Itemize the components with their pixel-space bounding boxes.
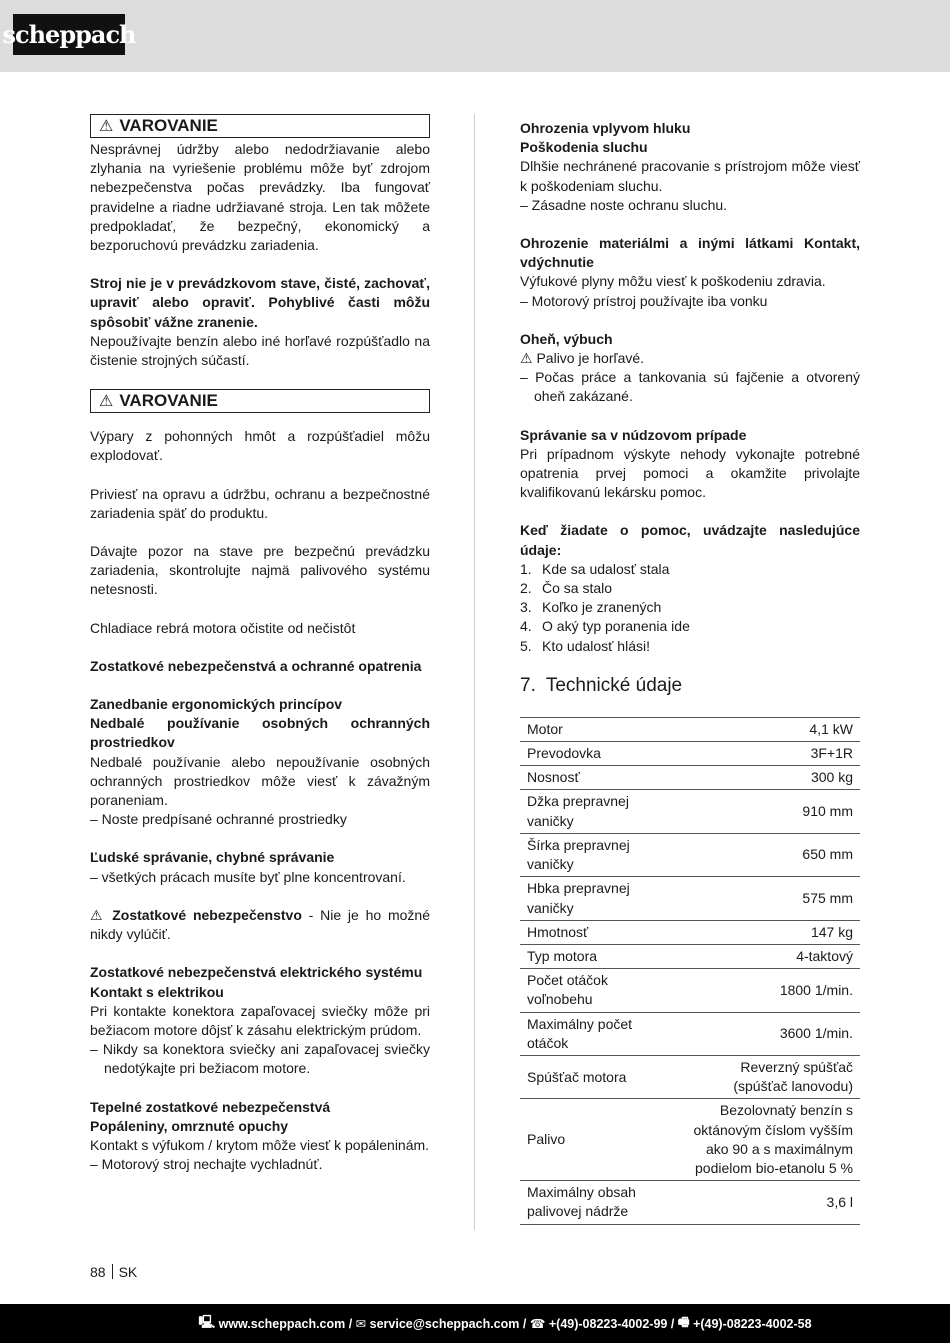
warning-triangle-icon: ⚠ <box>99 118 114 135</box>
right-column <box>520 114 860 1225</box>
table-row: Typ motora 4-taktový <box>520 944 860 968</box>
email-link[interactable]: service@scheppach.com <box>369 1316 520 1331</box>
warning-triangle-icon: ⚠ <box>99 393 114 411</box>
subheading: Popáleniny, omrznuté opuchy <box>90 1117 289 1134</box>
list-item: 3. Koľko je zranených <box>520 599 662 616</box>
table-row: Šírka prepravnej vaničky 650 mm <box>520 833 860 876</box>
help-info-list <box>520 560 860 656</box>
subheading: Keď žiadate o pomoc, uvádzajte nasledujúce údaje: <box>520 522 860 558</box>
subheading: Správanie sa v núdzovom prípade <box>520 426 747 443</box>
email-icon: ✉ <box>355 1317 370 1331</box>
subheading: Zostatkové nebezpečenstvá elektrického systému <box>90 964 423 981</box>
spec-table <box>520 717 860 1225</box>
list-item: 1. Kde sa udalosť stala <box>520 560 670 577</box>
subheading: Ohrozenie materiálmi a inými látkami Kontakt, vdýchnutie <box>520 235 860 271</box>
warning-title: VAROVANIE <box>119 116 218 135</box>
website-link[interactable]: www.scheppach.com <box>218 1316 346 1331</box>
paragraph: Nedbalé používanie alebo nepoužívanie osobných ochranných prostriedkov môže viesť k závažným poraneniam. <box>90 753 430 809</box>
dash-item: – Nikdy sa konektora sviečky ani zapaľovacej sviečky nedotýkajte pri bežiacom motore. <box>90 1041 430 1077</box>
dash-item: – Noste predpísané ochranné prostriedky <box>90 811 347 828</box>
residual-danger-note: ⚠ Zostatkové nebezpečenstvo - Nie je ho možné nikdy vylúčiť. <box>90 906 430 943</box>
phone-number: +(49)-08223-4002-99 <box>548 1316 668 1331</box>
subheading: Poškodenia sluchu <box>520 139 648 156</box>
paragraph: Nepoužívajte benzín alebo iné horľavé rozpúšťadlo na čistenie strojných súčastí. <box>90 332 430 369</box>
warning-triangle-icon: ⚠ <box>520 350 537 367</box>
list-item: 5. Kto udalosť hlási! <box>520 637 650 654</box>
scheppach-logo: scheppach <box>13 14 125 55</box>
table-row: Nosnosť 300 kg <box>520 766 860 790</box>
paragraph: Chladiace rebrá motora očistite od nečistôt <box>90 619 356 636</box>
left-column <box>90 114 430 1174</box>
table-row: Maximálny počet otáčok 3600 1/min. <box>520 1012 860 1055</box>
paragraph: Priviesť na opravu a údržbu, ochranu a bezpečnostné zariadenia späť do produktu. <box>90 485 430 521</box>
dash-item: – všetkých prácach musíte byť plne koncentrovaní. <box>90 868 406 885</box>
table-row: Spúšťač motora Reverzný spúšťač (spúšťač lanovodu) <box>520 1055 860 1098</box>
paragraph: Výfukové plyny môžu viesť k poškodeniu zdravia. <box>520 273 826 290</box>
column-divider <box>474 114 475 1230</box>
page-number: 88 SK <box>90 1264 138 1280</box>
section-title: 7. Technické údaje <box>520 674 683 696</box>
table-row: Džka prepravnej vaničky 910 mm <box>520 790 860 833</box>
page-footer: 🖳 www.scheppach.com / ✉ service@scheppach.com / ☎ +(49)-08223-4002-99 / 🖷 +(49)-08223-4002-58 <box>0 1304 950 1343</box>
paragraph: Kontakt s výfukom / krytom môže viesť k popáleninám. <box>90 1136 430 1153</box>
subheading: Tepelné zostatkové nebezpečenstvá <box>90 1098 331 1115</box>
table-row: Palivo Bezolovnatý benzín s oktánovým číslom vyšším ako 90 a s maximálnym podielom bio-etanolu 5 % <box>520 1099 860 1181</box>
table-row: Počet otáčok voľnobehu 1800 1/min. <box>520 969 860 1012</box>
table-row: Motor 4,1 kW <box>520 717 860 741</box>
warning-text: Nesprávnej údržby alebo nedodržiavanie alebo zlyhania na vyriešenie problému môže byť zdrojom nebezpečenstva počas prevádzky. Iba fungovať pravidelne a riadne udržiavané stroja. Len tak môžete predpokladať, že bezpečný, ekonomický a bezporuchovú prevádzku zariadenia. <box>90 141 430 254</box>
dash-item: – Počas práce a tankovania sú fajčenie a otvorený oheň zakázané. <box>520 369 860 405</box>
bold-paragraph: Stroj nie je v prevádzkovom stave, čisté, zachovať, upraviť alebo opraviť. Pohyblivé časti môžu spôsobiť vážne zranenie. <box>90 275 430 330</box>
subheading: Ľudské správanie, chybné správanie <box>90 849 335 866</box>
warning-box <box>90 389 430 413</box>
warning-box <box>90 114 430 138</box>
subheading: Zanedbanie ergonomických princípov <box>90 696 343 713</box>
list-item: 2. Čo sa stalo <box>520 580 613 597</box>
paragraph: Výpary z pohonných hmôt a rozpúšťadiel môžu explodovať. <box>90 428 430 464</box>
subheading: Zostatkové nebezpečenstvá a ochranné opatrenia <box>90 657 422 674</box>
fire-warning: ⚠ Palivo je horľavé. <box>520 350 645 367</box>
fax-icon: 🖷 <box>677 1315 694 1329</box>
subheading: Ohrozenia vplyvom hluku <box>520 120 691 136</box>
table-row: Prevodovka 3F+1R <box>520 742 860 766</box>
paragraph: Dávajte pozor na stave pre bezpečnú prevádzku zariadenia, skontrolujte najmä palivového systému netesnosti. <box>90 543 430 598</box>
paragraph: Dlhšie nechránené pracovanie s prístrojom môže viesť k poškodeniam sluchu. <box>520 158 860 194</box>
paragraph: Pri kontakte konektora zapaľovacej sviečky môže pri bežiacom motore dôjsť k zásahu elektrickým prúdom. <box>90 1002 430 1038</box>
monitor-icon: 🖳 <box>198 1315 219 1329</box>
table-row: Hbka prepravnej vaničky 575 mm <box>520 877 860 920</box>
fax-number: +(49)-08223-4002-58 <box>693 1316 812 1331</box>
list-item: 4. O aký typ poranenia ide <box>520 618 690 635</box>
table-row: Hmotnosť 147 kg <box>520 920 860 944</box>
dash-item: – Motorový prístroj používajte iba vonku <box>520 292 768 309</box>
subheading: Nedbalé používanie osobných ochranných prostriedkov <box>90 715 430 751</box>
warning-title: VAROVANIE <box>119 391 218 411</box>
subheading: Kontakt s elektrikou <box>90 983 224 1000</box>
phone-icon: ☎ <box>529 1317 549 1331</box>
warning-triangle-icon: ⚠ <box>90 906 113 923</box>
dash-item: – Motorový stroj nechajte vychladnúť. <box>90 1156 323 1173</box>
table-row: Maximálny obsah palivovej nádrže 3,6 l <box>520 1181 860 1224</box>
dash-item: – Zásadne noste ochranu sluchu. <box>520 196 728 213</box>
subheading: Oheň, výbuch <box>520 330 613 347</box>
paragraph: Pri prípadnom výskyte nehody vykonajte potrebné opatrenia prvej pomoci a okamžite privolajte kvalifikovanú lekársku pomoc. <box>520 445 860 501</box>
page-header <box>0 0 950 72</box>
